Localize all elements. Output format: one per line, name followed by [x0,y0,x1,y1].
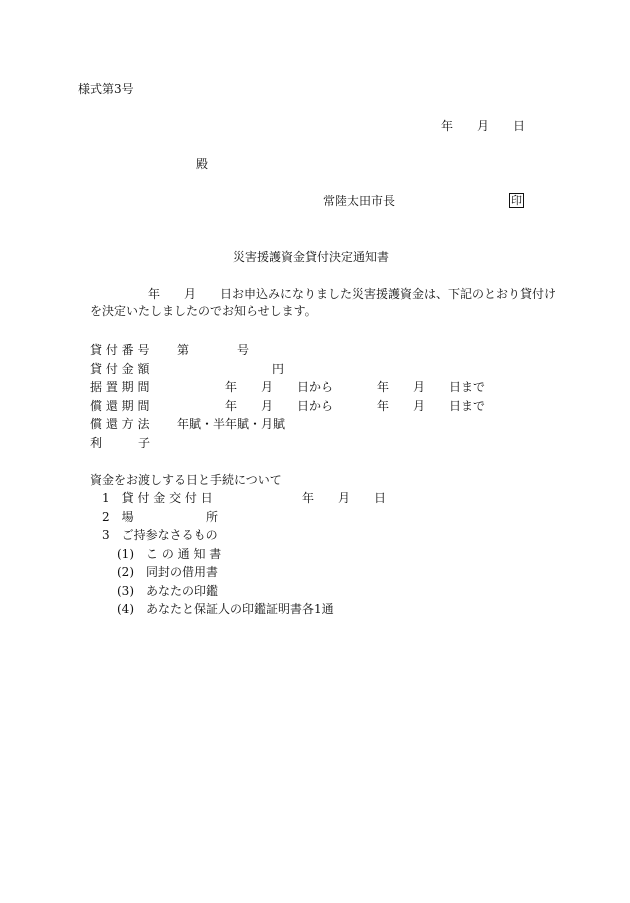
loan-number-label: 貸 付 番 号 [90,343,150,357]
repay-method-value: 年賦・半年賦・月賦 [177,417,286,431]
repay-method-label: 償 還 方 法 [90,417,150,431]
body-line-2: を決定いたしましたのでお知らせします。 [90,304,317,318]
loan-number-value: 第 号 [177,343,250,357]
addressee: 殿 [196,157,209,171]
grace-period-from: 年 月 日から [225,380,334,394]
handover-item-2-value: 所 [206,510,219,524]
handover-heading: 資金をお渡しする日と手続について [90,473,282,487]
interest-label: 利 子 [90,436,151,450]
loan-amount-value: 円 [272,362,285,376]
loan-amount-label: 貸 付 金 額 [90,362,150,376]
date-line: 年 月 日 [441,119,526,133]
form-number: 様式第3号 [78,82,134,96]
body-line-1: 年 月 日お申込みになりました災害援護資金は、下記のとおり貸付け [148,287,557,301]
handover-sub-4: (4) あなたと保証人の印鑑証明書各1通 [117,602,334,616]
handover-item-1-label: 1 貸 付 金 交 付 日 [102,491,213,505]
handover-item-3-label: 3 ご持参なさるもの [102,528,218,542]
handover-sub-1: (1) こ の 通 知 書 [117,547,222,561]
repay-period-label: 償 還 期 間 [90,399,150,413]
repay-period-to: 年 月 日まで [377,399,486,413]
document-title: 災害援護資金貸付決定通知書 [233,250,390,264]
grace-period-to: 年 月 日まで [377,380,486,394]
handover-item-1-value: 年 月 日 [302,491,387,505]
handover-sub-3: (3) あなたの印鑑 [117,584,218,598]
handover-sub-2: (2) 同封の借用書 [117,565,218,579]
seal-mark: 印 [511,194,522,207]
grace-period-label: 据 置 期 間 [90,380,150,394]
issuer: 常陸太田市長 [323,194,396,208]
handover-item-2-label: 2 場 [102,510,134,524]
repay-period-from: 年 月 日から [225,399,334,413]
